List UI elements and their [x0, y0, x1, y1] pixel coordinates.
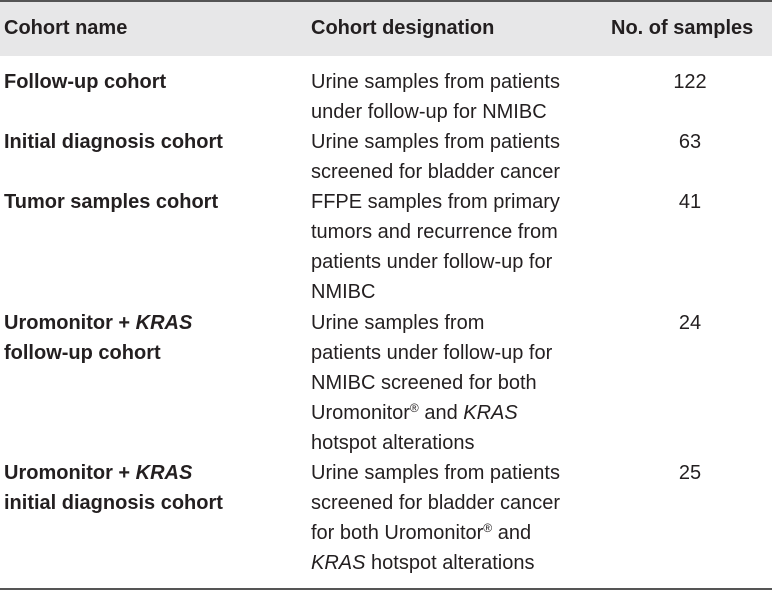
- cohort-name-cell: Follow-up cohort: [4, 71, 167, 93]
- registered-mark: ®: [409, 401, 419, 415]
- cohort-designation-cell: Urine samples from patients under follow-up for NMIBC screened for both Uromonitor® and KRAS hotspot alterations: [311, 312, 553, 454]
- cohort-name-cell: Uromonitor + KRAS follow-up cohort: [4, 312, 193, 364]
- gene-name-kras: KRAS: [135, 312, 193, 334]
- header-cohort-designation: Cohort designation: [311, 17, 495, 39]
- cohort-name-cell: Initial diagnosis cohort: [4, 131, 223, 153]
- samples-cell: 24: [678, 312, 702, 334]
- gene-name-kras: KRAS: [135, 462, 193, 484]
- table-header: [0, 0, 772, 56]
- cohort-designation-cell: Urine samples from patients screened for bladder cancer for both Uromonitor® and KRAS hotspot alterations: [311, 462, 561, 574]
- cohort-name-cell: Uromonitor + KRAS initial diagnosis cohort: [4, 462, 223, 514]
- registered-mark: ®: [483, 521, 493, 535]
- samples-cell: 63: [678, 131, 702, 153]
- cohort-designation-cell: FFPE samples from primary tumors and recurrence from patients under follow-up for NMIBC: [311, 191, 560, 303]
- header-cohort-name: Cohort name: [4, 17, 128, 39]
- samples-cell: 41: [678, 191, 702, 213]
- gene-name-kras: KRAS: [463, 402, 518, 424]
- samples-cell: 122: [673, 71, 707, 93]
- cohort-designation-cell: Urine samples from patients screened for bladder cancer: [311, 131, 561, 183]
- cohort-name-cell: Tumor samples cohort: [4, 191, 219, 213]
- gene-name-kras: KRAS: [311, 552, 366, 574]
- header-no-of-samples: No. of samples: [611, 17, 754, 39]
- table-top-rule: [0, 0, 772, 2]
- samples-cell: 25: [678, 462, 702, 484]
- cohort-designation-cell: Urine samples from patients under follow-up for NMIBC: [311, 71, 560, 123]
